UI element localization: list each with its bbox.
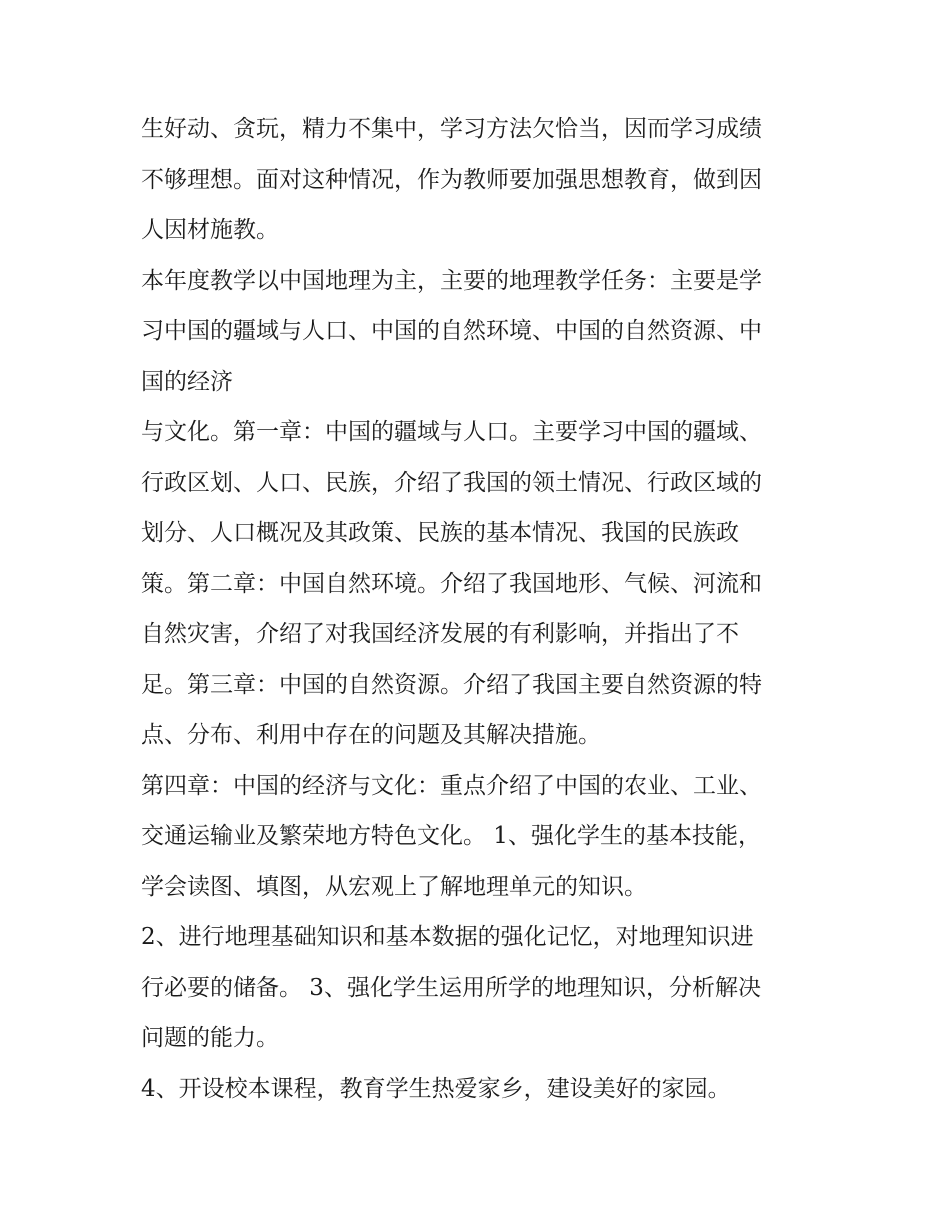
body-text	[141, 104, 821, 1114]
text-line: 不够理想。面对这种情况，作为教师要加强思想教育，做到因	[141, 166, 762, 193]
text-line: 自然灾害，介绍了对我国经济发展的有利影响，并指出了不	[141, 621, 739, 647]
text-line: 交通运输业及繁荣地方特色文化。 1、强化学生的基本技能，	[141, 823, 761, 849]
text-line: 国的经济	[141, 368, 233, 395]
text-line: 足。第三章：中国的自然资源。介绍了我国主要自然资源的特	[141, 671, 762, 698]
text-line: 行必要的储备。 3、强化学生运用所学的地理知识，分析解决	[141, 974, 761, 1001]
text-line: 生好动、贪玩，精力不集中，学习方法欠恰当，因而学习成绩	[141, 116, 762, 142]
text-line: 问题的能力。	[141, 1025, 279, 1051]
text-line: 学会读图、填图，从宏观上了解地理单元的知识。	[141, 873, 647, 900]
text-line: 行政区划、人口、民族，介绍了我国的领土情况、行政区域的	[141, 469, 762, 496]
text-line: 习中国的疆域与人口、中国的自然环境、中国的自然资源、中	[141, 318, 762, 344]
text-line: 划分、人口概况及其政策、民族的基本情况、我国的民族政	[141, 520, 739, 546]
text-line: 策。第二章：中国自然环境。介绍了我国地形、气候、河流和	[141, 570, 762, 597]
text-line: 2、进行地理基础知识和基本数据的强化记忆，对地理知识进	[141, 924, 754, 950]
text-line: 4、开设校本课程，教育学生热爱家乡，建设美好的家园。	[141, 1075, 731, 1102]
text-line: 第四章：中国的经济与文化：重点介绍了中国的农业、工业、	[141, 772, 762, 799]
text-line: 与文化。第一章：中国的疆域与人口。主要学习中国的疆域、	[141, 419, 762, 445]
text-line: 人因材施教。	[141, 217, 279, 243]
text-line: 点、分布、利用中存在的问题及其解决措施。	[141, 722, 601, 748]
text-line: 本年度教学以中国地理为主，主要的地理教学任务：主要是学	[141, 267, 762, 294]
